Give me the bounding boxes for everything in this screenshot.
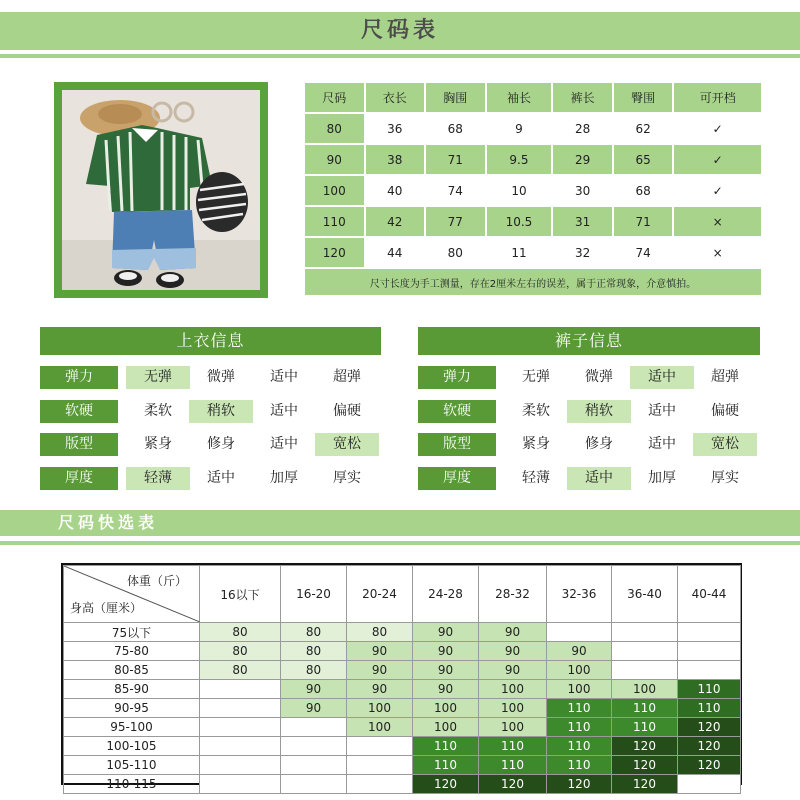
size-cell: 42 [366,207,427,238]
size-row [305,207,763,238]
size-recommendation-cell: 80 [200,642,281,661]
header-cell: 裤长 [553,83,614,114]
size-recommendation-cell: 110 [547,737,612,756]
info-option: 超弹 [711,369,739,385]
title-underline [0,54,800,58]
size-cell: 90 [305,145,366,176]
size-recommendation-cell: 100 [413,699,479,718]
corner-cell [64,566,200,623]
size-recommendation-cell: 100 [479,699,547,718]
info-row [418,400,760,423]
info-row [418,433,760,456]
size-recommendation-cell [200,756,281,775]
size-recommendation-cell: 100 [612,680,678,699]
info-option: 加厚 [270,469,298,486]
size-recommendation-cell [200,737,281,756]
quick-table-row [64,718,741,737]
weight-header: 20-24 [347,566,413,623]
size-recommendation-cell: 90 [347,661,413,680]
size-row [305,145,763,176]
info-option: 轻薄 [126,467,190,490]
size-cell: 44 [366,238,427,269]
size-recommendation-cell [347,756,413,775]
size-cell: 120 [305,238,366,269]
size-recommendation-cell: 100 [547,680,612,699]
header-cell: 可开档 [674,83,763,114]
info-option: 适中 [270,436,298,452]
size-recommendation-cell: 90 [281,699,347,718]
pants-info-header [418,327,760,355]
size-recommendation-cell: 110 [479,756,547,775]
size-recommendation-cell: 80 [200,623,281,642]
size-cell: 10 [487,176,554,207]
info-option: 稍软 [189,400,253,423]
size-recommendation-cell [347,775,413,794]
quick-table-row [64,775,741,794]
info-label: 弹力 [418,366,496,389]
size-recommendation-cell [347,737,413,756]
info-row [40,467,381,490]
size-cell: ✓ [674,176,763,207]
quick-table-title: 尺码快选表 [58,513,159,532]
info-option: 适中 [270,369,298,385]
height-header: 85-90 [64,680,200,699]
page-title: 尺码表 [360,18,439,43]
size-cell: 71 [614,207,675,238]
quick-table-header-row [64,566,741,623]
size-row [305,114,763,145]
product-photo [54,82,268,298]
size-cell: 110 [305,207,366,238]
quick-table-row [64,756,741,775]
size-cell: 10.5 [487,207,554,238]
size-cell: 62 [614,114,675,145]
weight-header: 16以下 [200,566,281,623]
size-recommendation-cell: 90 [347,680,413,699]
info-option: 厚实 [333,469,361,486]
quick-table-bar [0,510,800,536]
size-recommendation-cell [612,661,678,680]
info-row [418,467,760,490]
height-header: 75-80 [64,642,200,661]
info-label: 软硬 [40,400,118,423]
info-label: 版型 [418,433,496,456]
size-row [305,176,763,207]
info-label: 弹力 [40,366,118,389]
quick-size-table [61,563,742,791]
weight-header: 28-32 [479,566,547,623]
size-cell: 65 [614,145,675,176]
size-recommendation-cell [612,623,678,642]
info-row [40,366,381,389]
size-row [305,238,763,269]
size-recommendation-cell [200,699,281,718]
height-header: 105-110 [64,756,200,775]
info-option: 微弹 [585,369,613,385]
size-recommendation-cell: 90 [479,623,547,642]
title-bar [0,12,800,50]
size-recommendation-cell [281,737,347,756]
size-recommendation-cell: 110 [547,718,612,737]
size-recommendation-cell: 110 [678,699,741,718]
size-recommendation-cell [678,642,741,661]
size-recommendation-cell: 110 [612,699,678,718]
size-cell: 29 [553,145,614,176]
info-label: 版型 [40,433,118,456]
quick-table-row [64,623,741,642]
size-cell: 31 [553,207,614,238]
weight-header: 32-36 [547,566,612,623]
header-cell: 胸围 [426,83,487,114]
size-recommendation-cell: 80 [281,642,347,661]
size-cell: 74 [426,176,487,207]
size-recommendation-cell: 80 [347,623,413,642]
size-recommendation-cell: 120 [413,775,479,794]
quick-table-row [64,642,741,661]
quick-table-row [64,661,741,680]
weight-header: 36-40 [612,566,678,623]
size-recommendation-cell: 100 [547,661,612,680]
info-option: 宽松 [315,433,379,456]
info-option: 适中 [207,469,235,486]
size-recommendation-cell: 90 [413,680,479,699]
size-cell: 80 [305,114,366,145]
info-option: 微弹 [207,369,235,385]
info-option: 紧身 [144,436,172,452]
info-row [418,366,760,389]
size-recommendation-cell: 110 [678,680,741,699]
size-table-header [305,83,763,114]
size-recommendation-cell: 80 [281,661,347,680]
info-option: 柔软 [522,402,550,419]
height-header: 80-85 [64,661,200,680]
size-recommendation-cell [200,680,281,699]
info-option: 适中 [648,402,676,419]
info-option: 无弹 [522,369,550,385]
size-cell: 9.5 [487,145,554,176]
size-recommendation-cell: 120 [678,756,741,775]
size-cell: 28 [553,114,614,145]
info-option: 加厚 [648,469,676,486]
size-table [305,83,763,297]
size-recommendation-cell: 100 [413,718,479,737]
info-option: 稍软 [567,400,631,423]
size-cell: × [674,207,763,238]
size-recommendation-cell: 100 [479,718,547,737]
size-recommendation-cell: 80 [200,661,281,680]
header-cell: 袖长 [487,83,554,114]
header-cell: 衣长 [366,83,427,114]
size-recommendation-cell: 90 [547,642,612,661]
size-recommendation-cell: 120 [479,775,547,794]
height-header: 100-105 [64,737,200,756]
quick-table-row [64,680,741,699]
size-recommendation-cell: 90 [479,661,547,680]
size-recommendation-cell: 100 [479,680,547,699]
size-cell: 38 [366,145,427,176]
size-recommendation-cell: 90 [347,642,413,661]
size-cell: 11 [487,238,554,269]
info-option: 轻薄 [522,469,550,486]
pants-info-title: 裤子信息 [554,331,623,350]
size-recommendation-cell: 120 [612,775,678,794]
height-header: 90-95 [64,699,200,718]
size-cell: 9 [487,114,554,145]
info-option: 超弹 [333,369,361,385]
quick-table-row [64,699,741,718]
info-option: 适中 [630,366,694,389]
size-recommendation-cell: 120 [612,756,678,775]
size-recommendation-cell [678,775,741,794]
size-recommendation-cell [281,718,347,737]
size-cell: 100 [305,176,366,207]
size-cell: 36 [366,114,427,145]
product-photo-image [62,90,260,290]
size-recommendation-cell: 110 [547,699,612,718]
size-recommendation-cell: 120 [612,737,678,756]
info-option: 宽松 [693,433,757,456]
info-label: 厚度 [40,467,118,490]
size-recommendation-cell: 110 [479,737,547,756]
size-recommendation-cell [678,661,741,680]
info-option: 厚实 [711,469,739,486]
height-header: 75以下 [64,623,200,642]
info-label: 软硬 [418,400,496,423]
size-cell: ✓ [674,114,763,145]
size-cell: 77 [426,207,487,238]
info-label: 厚度 [418,467,496,490]
size-cell: 74 [614,238,675,269]
size-recommendation-cell: 80 [281,623,347,642]
size-cell: ✓ [674,145,763,176]
size-recommendation-cell [281,775,347,794]
size-recommendation-cell: 120 [547,775,612,794]
size-cell: 30 [553,176,614,207]
weight-header: 40-44 [678,566,741,623]
size-recommendation-cell: 90 [413,623,479,642]
size-recommendation-cell: 110 [547,756,612,775]
size-recommendation-cell: 90 [479,642,547,661]
info-option: 修身 [585,436,613,452]
size-recommendation-cell: 90 [413,642,479,661]
size-recommendation-cell [281,756,347,775]
size-cell: × [674,238,763,269]
top-info-header [40,327,381,355]
info-option: 柔软 [144,402,172,419]
size-recommendation-cell [612,642,678,661]
size-cell: 71 [426,145,487,176]
size-recommendation-cell [678,623,741,642]
info-option: 适中 [648,436,676,452]
size-note: 尺寸长度为手工测量，存在2厘米左右的误差，属于正常现象，介意慎拍。 [305,269,763,297]
size-recommendation-cell: 110 [612,718,678,737]
top-info-title: 上衣信息 [176,331,245,350]
height-header: 95-100 [64,718,200,737]
size-cell: 68 [614,176,675,207]
weight-axis-label: 体重（斤） [126,574,187,588]
info-row [40,400,381,423]
size-recommendation-cell: 100 [347,718,413,737]
info-option: 偏硬 [711,402,739,419]
size-note-row [305,269,763,297]
weight-header: 24-28 [413,566,479,623]
size-cell: 40 [366,176,427,207]
header-cell: 尺码 [305,83,366,114]
size-recommendation-cell [547,623,612,642]
size-cell: 32 [553,238,614,269]
size-recommendation-cell [200,718,281,737]
weight-header: 16-20 [281,566,347,623]
height-header: 110-115 [64,775,200,794]
size-cell: 80 [426,238,487,269]
info-option: 适中 [567,467,631,490]
size-recommendation-cell [200,775,281,794]
info-option: 修身 [207,436,235,452]
size-recommendation-cell: 90 [413,661,479,680]
size-recommendation-cell: 120 [678,718,741,737]
quick-table-row [64,737,741,756]
size-recommendation-cell: 110 [413,756,479,775]
size-recommendation-cell: 100 [347,699,413,718]
height-axis-label: 身高（厘米） [70,601,143,615]
info-row [40,433,381,456]
size-recommendation-cell: 110 [413,737,479,756]
info-option: 紧身 [522,436,550,452]
info-option: 无弹 [126,366,190,389]
size-recommendation-cell: 120 [678,737,741,756]
size-recommendation-cell: 90 [281,680,347,699]
info-option: 适中 [270,402,298,419]
info-option: 偏硬 [333,402,361,419]
quick-table-underline [0,541,800,545]
size-cell: 68 [426,114,487,145]
header-cell: 臀围 [614,83,675,114]
